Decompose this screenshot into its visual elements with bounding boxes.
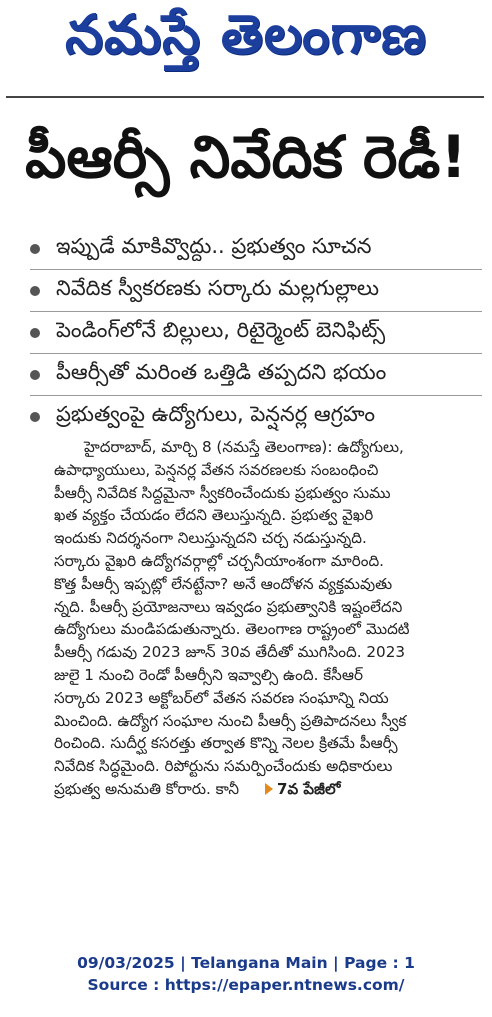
article-last-line [54, 778, 478, 801]
article-line: ఖత వ్యక్తం చేయడం లేదని తెలుస్తున్నది. ప్రభుత్వ వైఖరి [54, 506, 374, 525]
bullet-item [30, 354, 482, 396]
article-body [54, 436, 478, 801]
masthead-divider [6, 96, 484, 98]
article-line: పీఆర్సీ గడువు 2023 జూన్ 30వ తేదీతో ముగిసింది. 2023 [54, 643, 406, 662]
bullet-text: ప్రభుత్వంపై ఉద్యోగులు, పెన్షనర్ల ఆగ్రహం [56, 402, 375, 426]
continued-marker [265, 778, 340, 801]
headline [0, 110, 492, 218]
article-line: రించింది. సుదీర్ఘ కసరత్తు తర్వాత కొన్ని నెలల క్రితమే పీఆర్సీ [54, 734, 398, 753]
bullet-list [30, 228, 482, 438]
bullet-text: ఇప్పుడే మాకివ్వొద్దు.. ప్రభుత్వం సూచన [56, 233, 372, 258]
bullet-dot-icon [30, 328, 40, 338]
article-line: కొత్త పీఆర్సీ ఇప్పట్లో లేనట్టేనా? అనే ఆందోళన వ్యక్తమవుతు [54, 574, 393, 593]
bullet-text: నివేదిక స్వీకరణకు సర్కారు మల్లగుల్లాలు [56, 275, 379, 300]
article-line: నివేదిక సిద్ధమైంది. రిపోర్టును సమర్పించేందుకు అధికారులు [54, 757, 393, 776]
article-line: మించింది. ఉద్యోగ సంఘాల నుంచి పీఆర్సీ ప్రతిపాదనలు స్వీక [54, 711, 407, 730]
bullet-item [30, 396, 482, 438]
headline-text: పీఆర్సీ నివేదిక రెడీ! [25, 122, 467, 191]
article-line: ప్రభుత్వ అనుమతి కోరారు. కానీ [54, 779, 240, 798]
article-line: హైదరాబాద్, మార్చి 8 (నమస్తే తెలంగాణ): ఉద్యోగులు, [84, 438, 404, 456]
bullet-text: పెండింగ్‌లోనే బిల్లులు, రిటైర్మెంట్ బెనిఫిట్స్ [56, 317, 386, 342]
bullet-item [30, 228, 482, 270]
article-line: ఇందుకు నిదర్శనంగా నిలుస్తున్నదని చర్చ నడుస్తున్నది. [54, 529, 367, 548]
article-line: సర్కారు 2023 అక్టోబర్‌లో వేతన సవరణ సంఘాన్ని నియ [54, 688, 389, 707]
masthead [0, 0, 492, 82]
bullet-item [30, 270, 482, 312]
bullet-dot-icon [30, 286, 40, 296]
bullet-dot-icon [30, 244, 40, 254]
article-line: సర్కారు వైఖరి ఉద్యోగవర్గాల్లో చర్చనీయాంశంగా మారింది. [54, 551, 384, 570]
bullet-item [30, 312, 482, 354]
masthead-title: నమస్తే తెలంగాణ [65, 2, 427, 66]
bullet-text: పీఆర్సీతో మరింత ఒత్తిడి తప్పదని భయం [56, 359, 387, 384]
continued-text: 7వ పేజీలో [277, 779, 341, 798]
article-line: జులై 1 నుంచి రెండో పీఆర్సీని ఇవ్వాల్సి ఉంది. కేసీఆర్ [54, 665, 363, 684]
continued-arrow-icon [265, 783, 273, 795]
bullet-dot-icon [30, 412, 40, 422]
footer-date-edition: 09/03/2025 | Telangana Main | Page : 1 [77, 954, 415, 972]
bullet-dot-icon [30, 370, 40, 380]
page-footer [0, 952, 492, 996]
footer-source: Source : https://epaper.ntnews.com/ [87, 976, 405, 994]
article-line: న్నది. పీఆర్సీ ప్రయోజనాలు ఇవ్వడం ప్రభుత్వానికి ఇష్టంలేదని [54, 597, 403, 616]
article-line: ఉపాధ్యాయులు, పెన్షనర్ల వేతన సవరణలకు సంబంధించి [54, 460, 379, 479]
article-line: ఉద్యోగులు మండిపడుతున్నారు. తెలంగాణ రాష్ట్రంలో మొదటి [54, 620, 410, 639]
article-line: పీఆర్సీ నివేదిక సిద్ధమైనా స్వీకరించేందుకు ప్రభుత్వం సుము [54, 483, 391, 502]
